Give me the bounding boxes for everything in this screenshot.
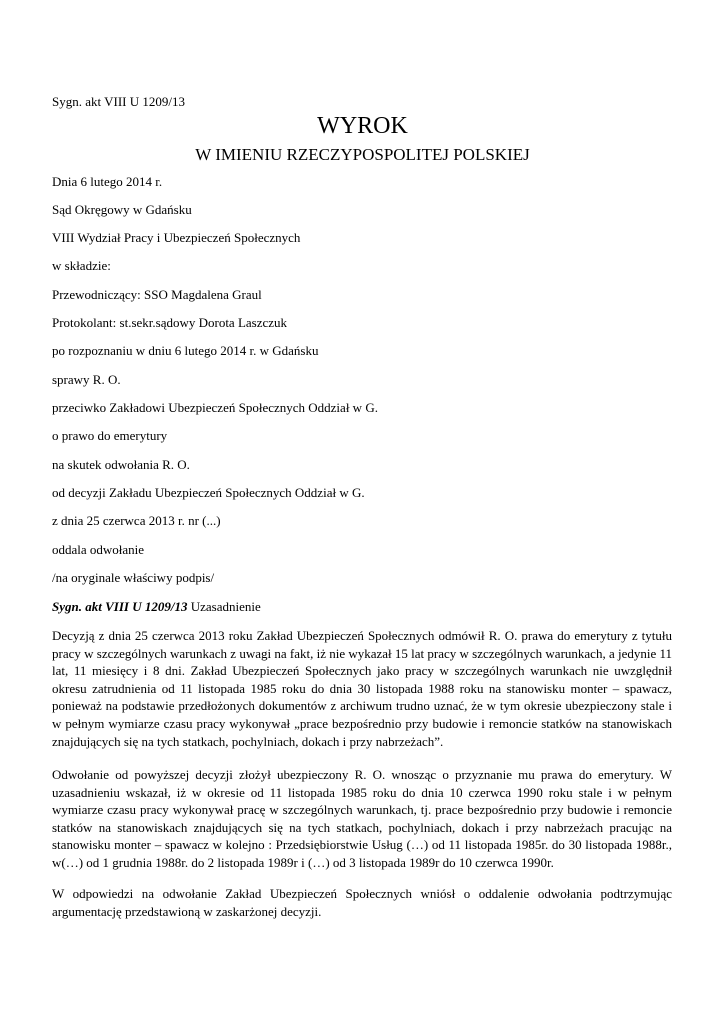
- judgment-date: Dnia 6 lutego 2014 r.: [52, 174, 163, 189]
- case-number: Sygn. akt VIII U 1209/13: [52, 94, 186, 109]
- signature-note: /na oryginale właściwy podpis/: [52, 570, 215, 585]
- case-party: sprawy R. O.: [52, 372, 121, 387]
- justification-label: Uzasadnienie: [187, 599, 261, 614]
- justification-case-number: Sygn. akt VIII U 1209/13: [52, 599, 188, 614]
- court-clerk: Protokolant: st.sekr.sądowy Dorota Laszczuk: [52, 315, 288, 330]
- court-name: Sąd Okręgowy w Gdańsku: [52, 202, 192, 217]
- composition-label: w składzie:: [52, 258, 111, 273]
- decision-from: od decyzji Zakładu Ubezpieczeń Społecznych Oddział w G.: [52, 485, 365, 500]
- decision-date: z dnia 25 czerwca 2013 r. nr (...): [52, 513, 221, 528]
- presiding-judge: Przewodniczący: SSO Magdalena Graul: [52, 287, 262, 302]
- justification-heading: [52, 599, 261, 615]
- verdict: oddala odwołanie: [52, 542, 145, 557]
- court-division: VIII Wydział Pracy i Ubezpieczeń Społecznych: [52, 230, 301, 245]
- case-subject: o prawo do emerytury: [52, 428, 168, 443]
- hearing-info: po rozpoznaniu w dniu 6 lutego 2014 r. w Gdańsku: [52, 343, 319, 358]
- defendant: przeciwko Zakładowi Ubezpieczeń Społecznych Oddział w G.: [52, 400, 378, 415]
- page-title: WYROK: [317, 113, 408, 139]
- page-subtitle: W IMIENIU RZECZYPOSPOLITEJ POLSKIEJ: [195, 145, 530, 164]
- paragraph: Odwołanie od powyższej decyzji złożył ubezpieczony R. O. wnosząc o przyznanie mu prawa do emerytury. W uzasadnieniu wskazał, iż w okresie od 11 listopada 1985 roku do dnia 10 czerwca 1990 roku stale i w pełnym wymiarze czasu pracy wykonywał pracę w szczególnych warunkach, tj. prace bezpośrednio przy budowie i remoncie statków na stanowiskach znajdujących się na tych statkach, pochylniach, dokach i przy nabrzeżach pracując na stanowisku monter – spawacz w kolejno : Przedsiębiorstwie Usług (…) od 11 listopada 1985r. do 30 listopada 1988r., w(…) od 1 grudnia 1988r. do 2 listopada 1989r i (…) od 3 listopada 1989r do 10 czerwca 1990r.: [52, 767, 672, 870]
- appeal-by: na skutek odwołania R. O.: [52, 457, 190, 472]
- paragraph: W odpowiedzi na odwołanie Zakład Ubezpieczeń Społecznych wniósł o oddalenie odwołania podtrzymując argumentację przedstawioną w zaskarżonej decyzji.: [52, 886, 672, 919]
- paragraph: Decyzją z dnia 25 czerwca 2013 roku Zakład Ubezpieczeń Społecznych odmówił R. O. prawa do emerytury z tytułu pracy w szczególnych warunkach z uwagi na fakt, iż nie wykazał 15 lat pracy w szczególnych warunkach, a jedynie 11 lat, 11 miesięcy i 8 dni. Zakład Ubezpieczeń Społecznych jako pracy w szczególnych warunkach nie uwzględnił okresu zatrudnienia od 11 listopada 1985 roku do dnia 30 listopada 1988 roku na stanowisku monter – spawacz, ponieważ na podstawie przedłożonych dokumentów z archiwum trudno uznać, że w tym okresie ubezpieczony stale i w pełnym wymiarze czasu pracy wykonywał „prace bezpośrednio przy budowie i remoncie statków na stanowiskach znajdujących się na tych statkach, pochylniach, dokach i przy nabrzeżach”.: [52, 628, 673, 749]
